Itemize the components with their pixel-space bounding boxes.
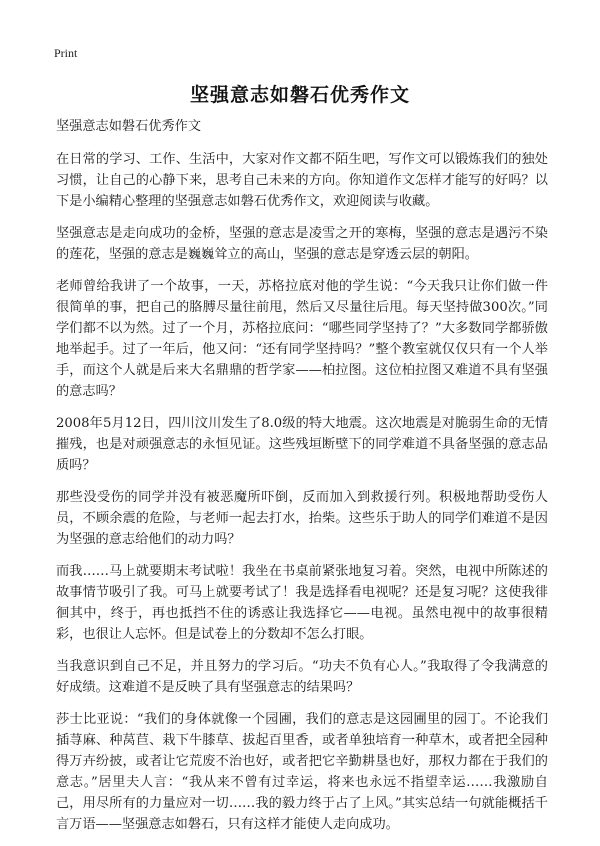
paragraph: 老师曾给我讲了一个故事，一天，苏格拉底对他的学生说：“今天我只让你们做一件很简单的事，把自己的胳膊尽量往前甩，然后又尽量往后甩。每天坚持做300次。”同学们都不以为然。过了一个月，苏格拉底问：“哪些同学坚持了？”大多数同学都骄傲地举起手。过了一年后，他又问：“还有同学坚持吗？”整个教室就仅仅只有一个人举手，而这个人就是后来大名鼎鼎的哲学家——柏拉图。这位柏拉图又难道不具有坚强的意志吗？ [56,279,548,399]
paragraph: 2008年5月12日，四川汶川发生了8.0级的特大地震。这次地震是对脆弱生命的无情摧残，也是对顽强意志的永恒见证。这些残垣断壁下的同学难道不具备坚强的意志品质吗？ [56,416,548,473]
paragraph: 在日常的学习、工作、生活中，大家对作文都不陌生吧，写作文可以锻炼我们的独处习惯，让自己的心静下来，思考自己未来的方向。你知道作文怎样才能写的好吗？以下是小编精心整理的坚强意志如磐石优秀作文，欢迎阅读与收藏。 [56,152,548,209]
paragraph: 坚强意志是走向成功的金桥，坚强的意志是凌雪之开的寒梅，坚强的意志是遇污不染的莲花，坚强的意志是巍巍耸立的高山，坚强的意志是穿透云层的朝阳。 [56,226,548,262]
paragraph: 莎士比亚说：“我们的身体就像一个园圃，我们的意志是这园圃里的园丁。不论我们插荨麻、种莴苣、栽下牛膝草、拔起百里香，或者单独培育一种草木，或者把全园种得万卉纷披，或者让它荒废不治也好，或者把它辛勤耕垦也好，那权力都在于我们的意志。”居里夫人言：“我从来不曾有过幸运，将来也永远不指望幸运……我激励自己，用尽所有的力量应对一切……我的毅力终于占了上风。”其实总结一句就能概括千言万语——坚强意志如磐石，只有这样才能使人走向成功。 [56,712,548,832]
paragraph: 那些没受伤的同学并没有被恶魔所吓倒，反而加入到救援行列。积极地帮助受伤人员，不顾余震的危险，与老师一起去打水，抬柴。这些乐于助人的同学们难道不是因为坚强的意志给他们的动力吗？ [56,490,548,547]
paragraph: 当我意识到自己不足，并且努力的学习后。“功夫不负有心人。”我取得了令我满意的好成绩。这难道不是反映了具有坚强意志的结果吗？ [56,659,548,695]
article-body [56,116,548,846]
article-subtitle: 坚强意志如磐石优秀作文 [56,119,202,134]
print-link[interactable]: Print [54,46,78,60]
paragraph: 而我……马上就要期末考试啦！我坐在书桌前紧张地复习着。突然，电视中所陈述的故事情节吸引了我。可马上就要考试了！我是选择看电视呢？还是复习呢？这使我徘徊其中，终于，再也抵挡不住的诱惑让我选择它——电视。虽然电视中的故事很精彩，也很让人忘怀。但是试卷上的分数却不怎么打眼。 [56,564,548,642]
article-title: 坚强意志如磐石优秀作文 [189,84,410,106]
